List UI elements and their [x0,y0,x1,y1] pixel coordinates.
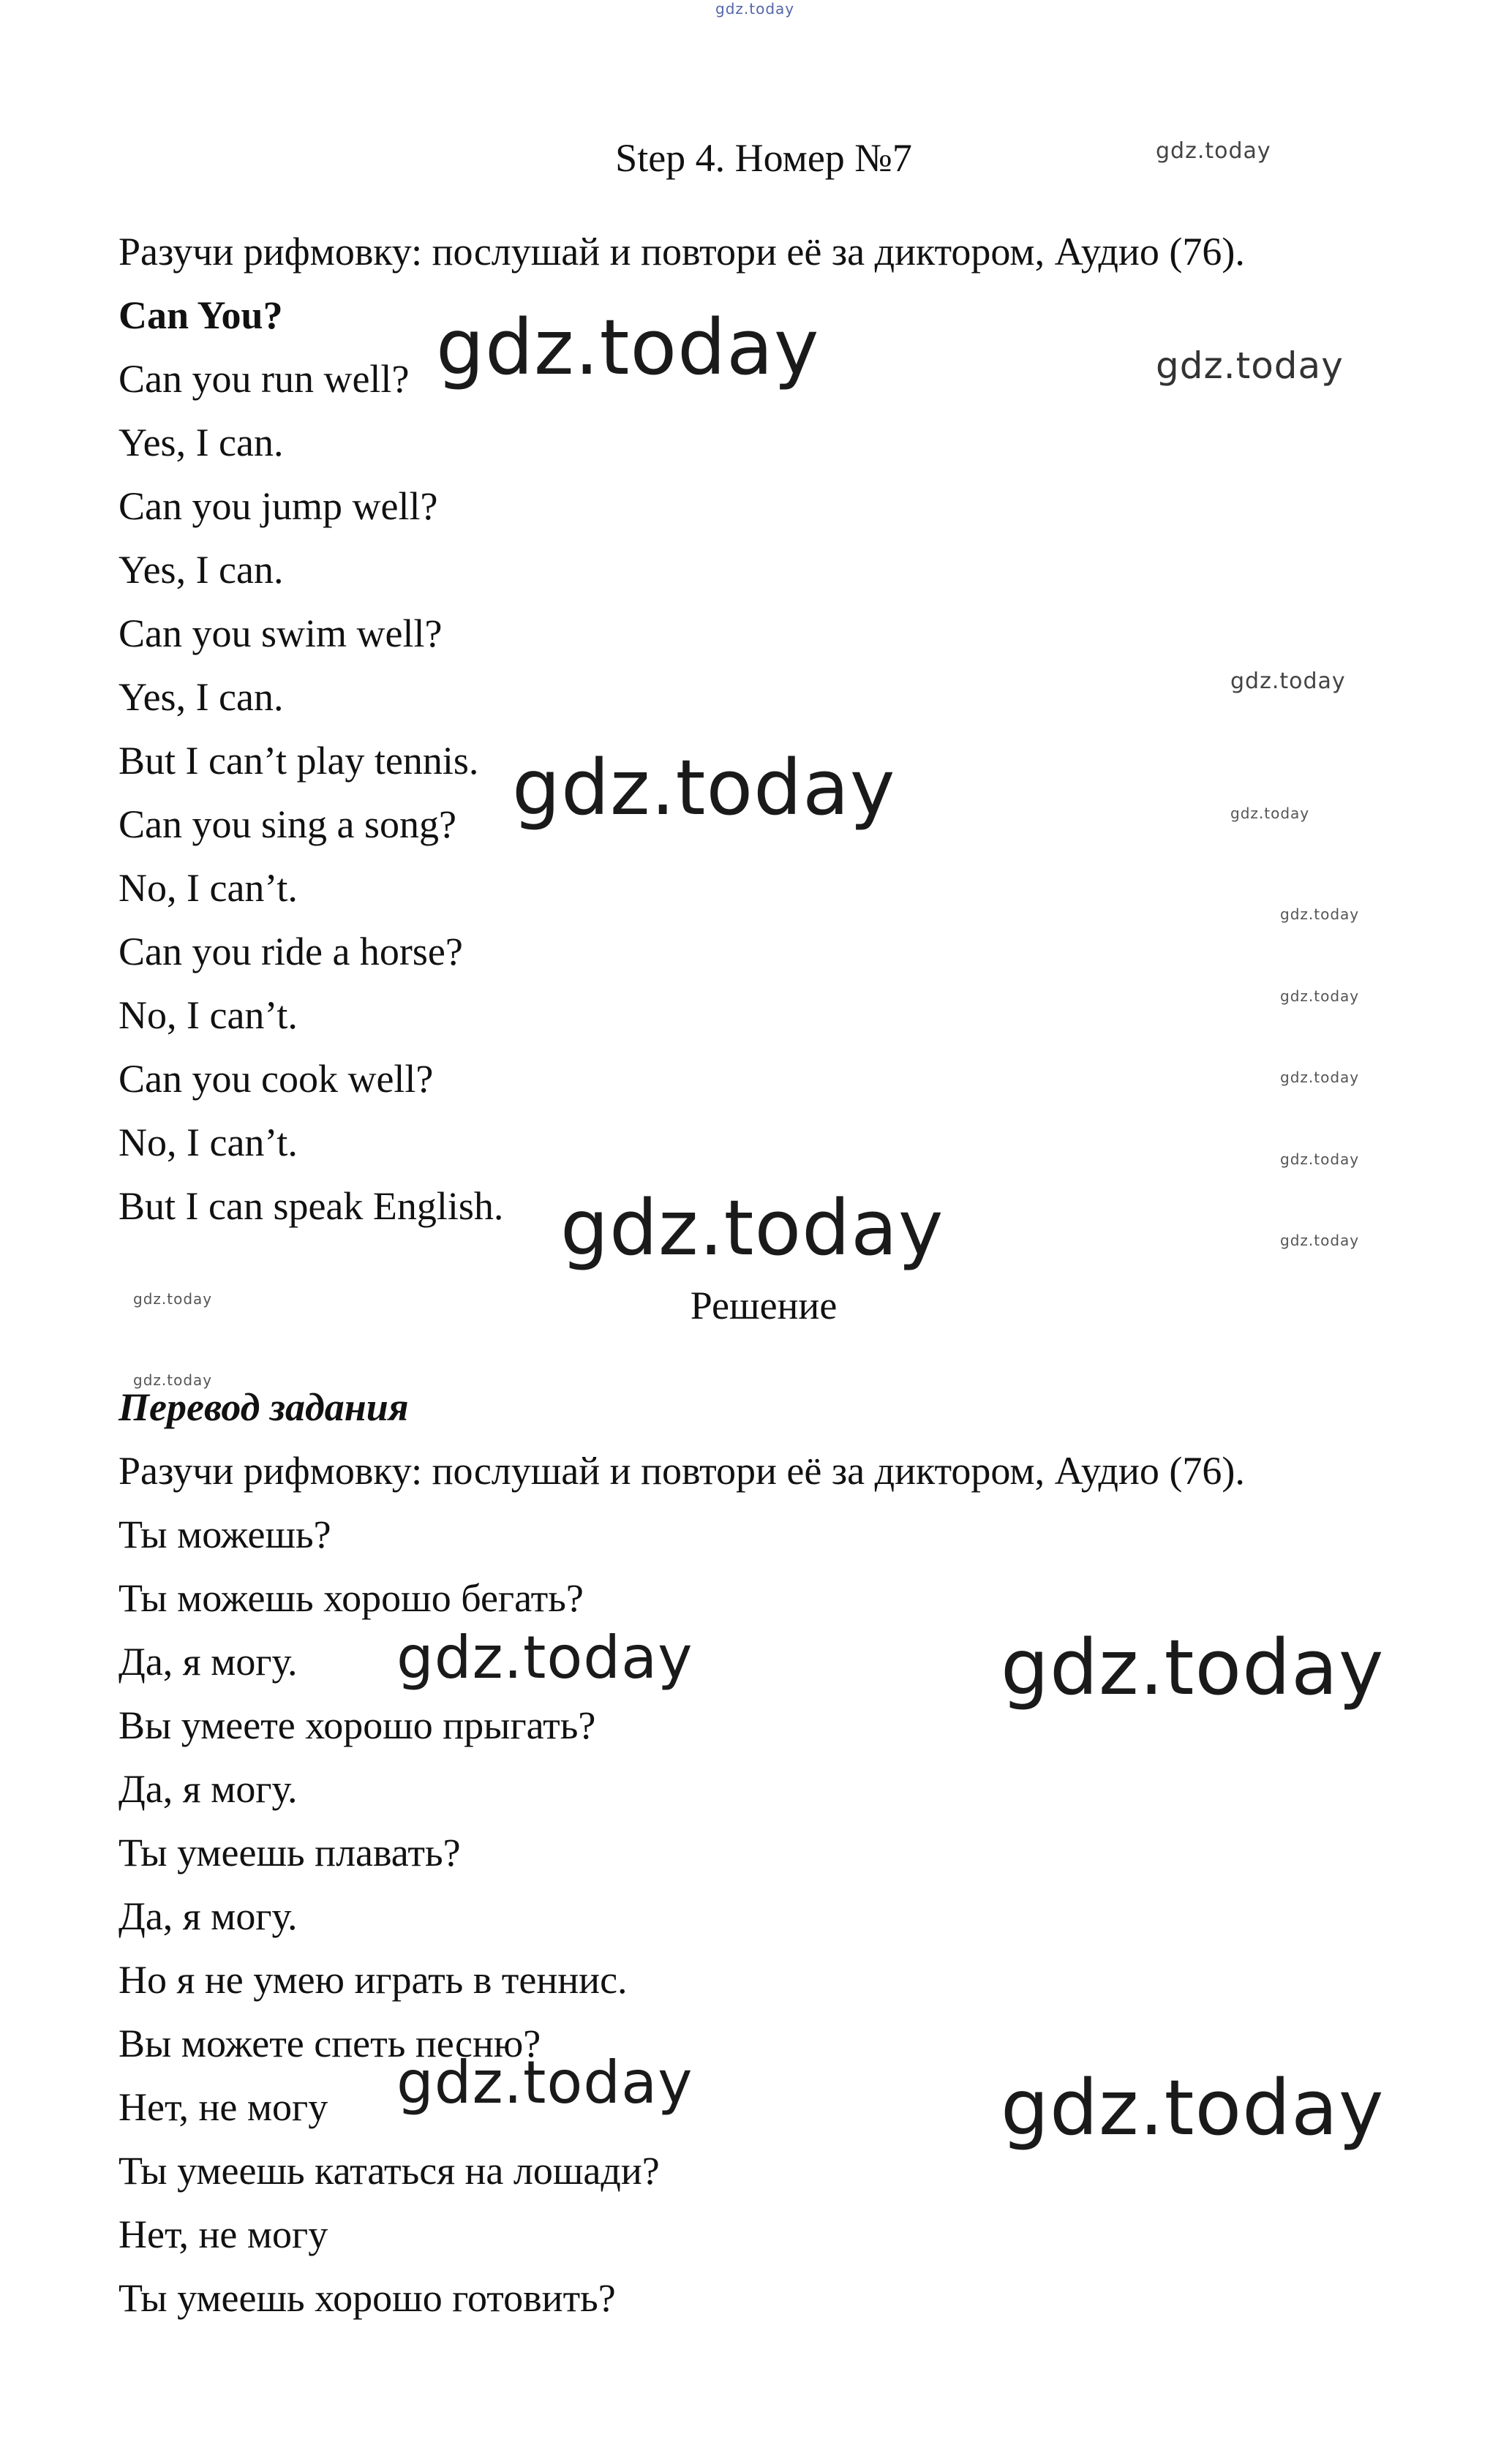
watermark-top: gdz.today [715,0,795,18]
poem-line: Yes, I can. [118,548,284,592]
watermark: gdz.today [1280,905,1360,923]
poem-line: Can you sing a song? [118,802,456,846]
poem-line: Yes, I can. [118,675,284,719]
translation-instruction: Разучи рифмовку: послушай и повтори её за диктором, Аудио (76). [118,1449,1245,1493]
watermark: gdz.today [1001,1623,1385,1712]
translation-line: Да, я могу. [118,1767,298,1811]
translation-line: Ты умеешь хорошо готовить? [118,2276,616,2320]
translation-line: Нет, не могу [118,2212,328,2256]
watermark: gdz.today [1001,2063,1385,2152]
watermark: gdz.today [436,303,820,392]
poem-line: Can you jump well? [118,484,438,528]
watermark: gdz.today [1280,1069,1360,1086]
poem-title: Can You? [118,293,283,337]
poem-line: But I can’t play tennis. [118,739,479,783]
translation-line: Да, я могу. [118,1640,298,1684]
poem-line: No, I can’t. [118,993,298,1037]
watermark: gdz.today [512,743,896,832]
page-title: Step 4. Номер №7 [615,136,912,180]
watermark: gdz.today [1230,805,1310,822]
translation-line: Вы можете спеть песню? [118,2022,541,2065]
watermark: gdz.today [1230,668,1346,694]
watermark: gdz.today [560,1183,944,1273]
watermark: gdz.today [1280,1150,1360,1168]
poem-line: Can you swim well? [118,611,443,655]
translation-line: Вы умеете хорошо прыгать? [118,1703,596,1747]
poem-line: Yes, I can. [118,421,284,464]
watermark: gdz.today [133,1290,213,1308]
poem-line: But I can speak English. [118,1184,504,1228]
translation-line: Ты умеешь кататься на лошади? [118,2149,660,2193]
poem-line: Can you run well? [118,357,410,401]
translation-line: Да, я могу. [118,1894,298,1938]
poem-line: Can you cook well? [118,1057,434,1101]
watermark: gdz.today [396,2049,693,2117]
poem-line: Can you ride a horse? [118,930,463,973]
watermark: gdz.today [1156,344,1344,387]
translation-heading: Перевод задания [118,1385,409,1429]
watermark: gdz.today [133,1371,213,1389]
watermark: gdz.today [396,1624,693,1692]
task-instruction: Разучи рифмовку: послушай и повтори её за диктором, Аудио (76). [118,230,1245,274]
watermark: gdz.today [1280,987,1360,1005]
poem-line: No, I can’t. [118,1120,298,1164]
translation-line: Но я не умею играть в теннис. [118,1958,628,2002]
watermark: gdz.today [1280,1232,1360,1249]
watermark: gdz.today [1156,138,1271,164]
translation-line: Нет, не могу [118,2085,328,2129]
translation-line: Ты можешь хорошо бегать? [118,1576,584,1620]
translation-line: Ты умеешь плавать? [118,1831,461,1875]
solution-heading: Решение [690,1284,838,1327]
poem-line: No, I can’t. [118,866,298,910]
translation-line: Ты можешь? [118,1512,331,1556]
